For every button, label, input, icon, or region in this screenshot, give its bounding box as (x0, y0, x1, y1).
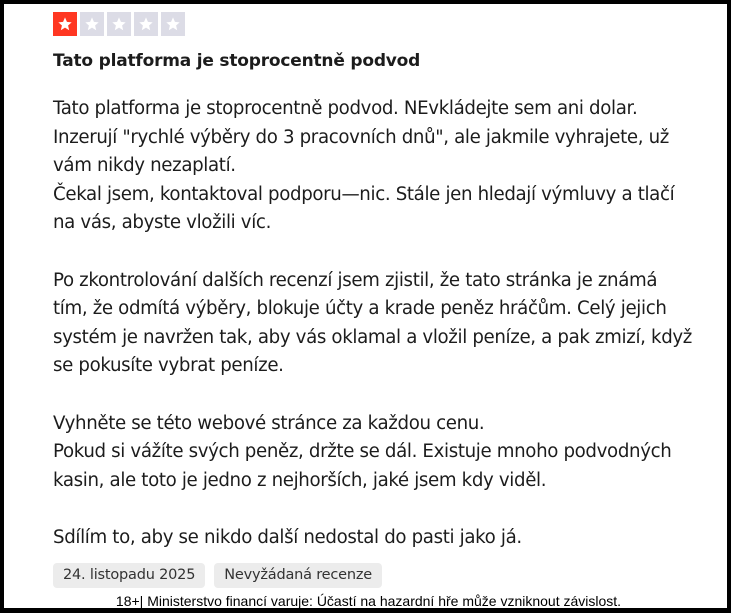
review-date-badge: 24. listopadu 2025 (53, 563, 205, 588)
star-2 (80, 12, 104, 36)
review-line: Tato platforma je stoprocentně podvod. NEvkládejte sem ani dolar. (53, 98, 638, 119)
star-5 (161, 12, 185, 36)
review-paragraph-4 (53, 524, 723, 553)
review-line: se pokusíte vybrat peníze. (53, 355, 284, 377)
review-line: Sdílím to, aby se nikdo další nedostal do pasti jako já. (53, 526, 522, 548)
review-line: kasin, ale toto je jedno z nejhorších, jaké jsem kdy viděl. (53, 469, 547, 491)
star-rating (53, 12, 185, 36)
review-line: Po zkontrolování dalších recenzí jsem zjistil, že tato stránka je známá (53, 269, 658, 291)
review-type-badge[interactable]: Nevyžádaná recenze (214, 563, 382, 588)
review-line: Inzerují "rychlé výběry do 3 pracovních dnů", ale jakmile vyhrajete, už (53, 126, 669, 148)
star-icon (165, 16, 181, 32)
star-3 (107, 12, 131, 36)
star-4 (134, 12, 158, 36)
review-line: Vyhněte se této webové stránce za každou cenu. (53, 412, 485, 434)
review-line: Pokud si vážíte svých peněz, držte se dál. Existuje mnoho podvodných (53, 441, 672, 463)
review-paragraph-1 (53, 95, 723, 238)
review-paragraph-2 (53, 267, 723, 381)
review-line: vám nikdy nezaplatí. (53, 155, 236, 177)
review-line: tím, že odmítá výběry, blokuje účty a krade peněz hráčům. Celý jejich (53, 298, 667, 320)
review-line: systém je navržen tak, aby vás oklamal a vložil peníze, a pak zmizí, když (53, 326, 693, 348)
review-tags (53, 563, 382, 588)
star-icon (57, 16, 73, 32)
star-icon (138, 16, 154, 32)
star-icon (84, 16, 100, 32)
review-paragraph-3 (53, 410, 723, 496)
star-icon (111, 16, 127, 32)
star-1 (53, 12, 77, 36)
review-title: Tato platforma je stoprocentně podvod (53, 51, 421, 71)
review-line: Čekal jsem, kontaktoval podporu—nic. Stále jen hledají výmluvy a tlačí (53, 183, 675, 205)
review-body (53, 95, 723, 553)
review-line: na vás, abyste vložili víc. (53, 212, 272, 234)
gambling-disclaimer: 18+| Ministerstvo financí varuje: Účastí na hazardní hře může vzniknout závislost. (115, 593, 622, 609)
